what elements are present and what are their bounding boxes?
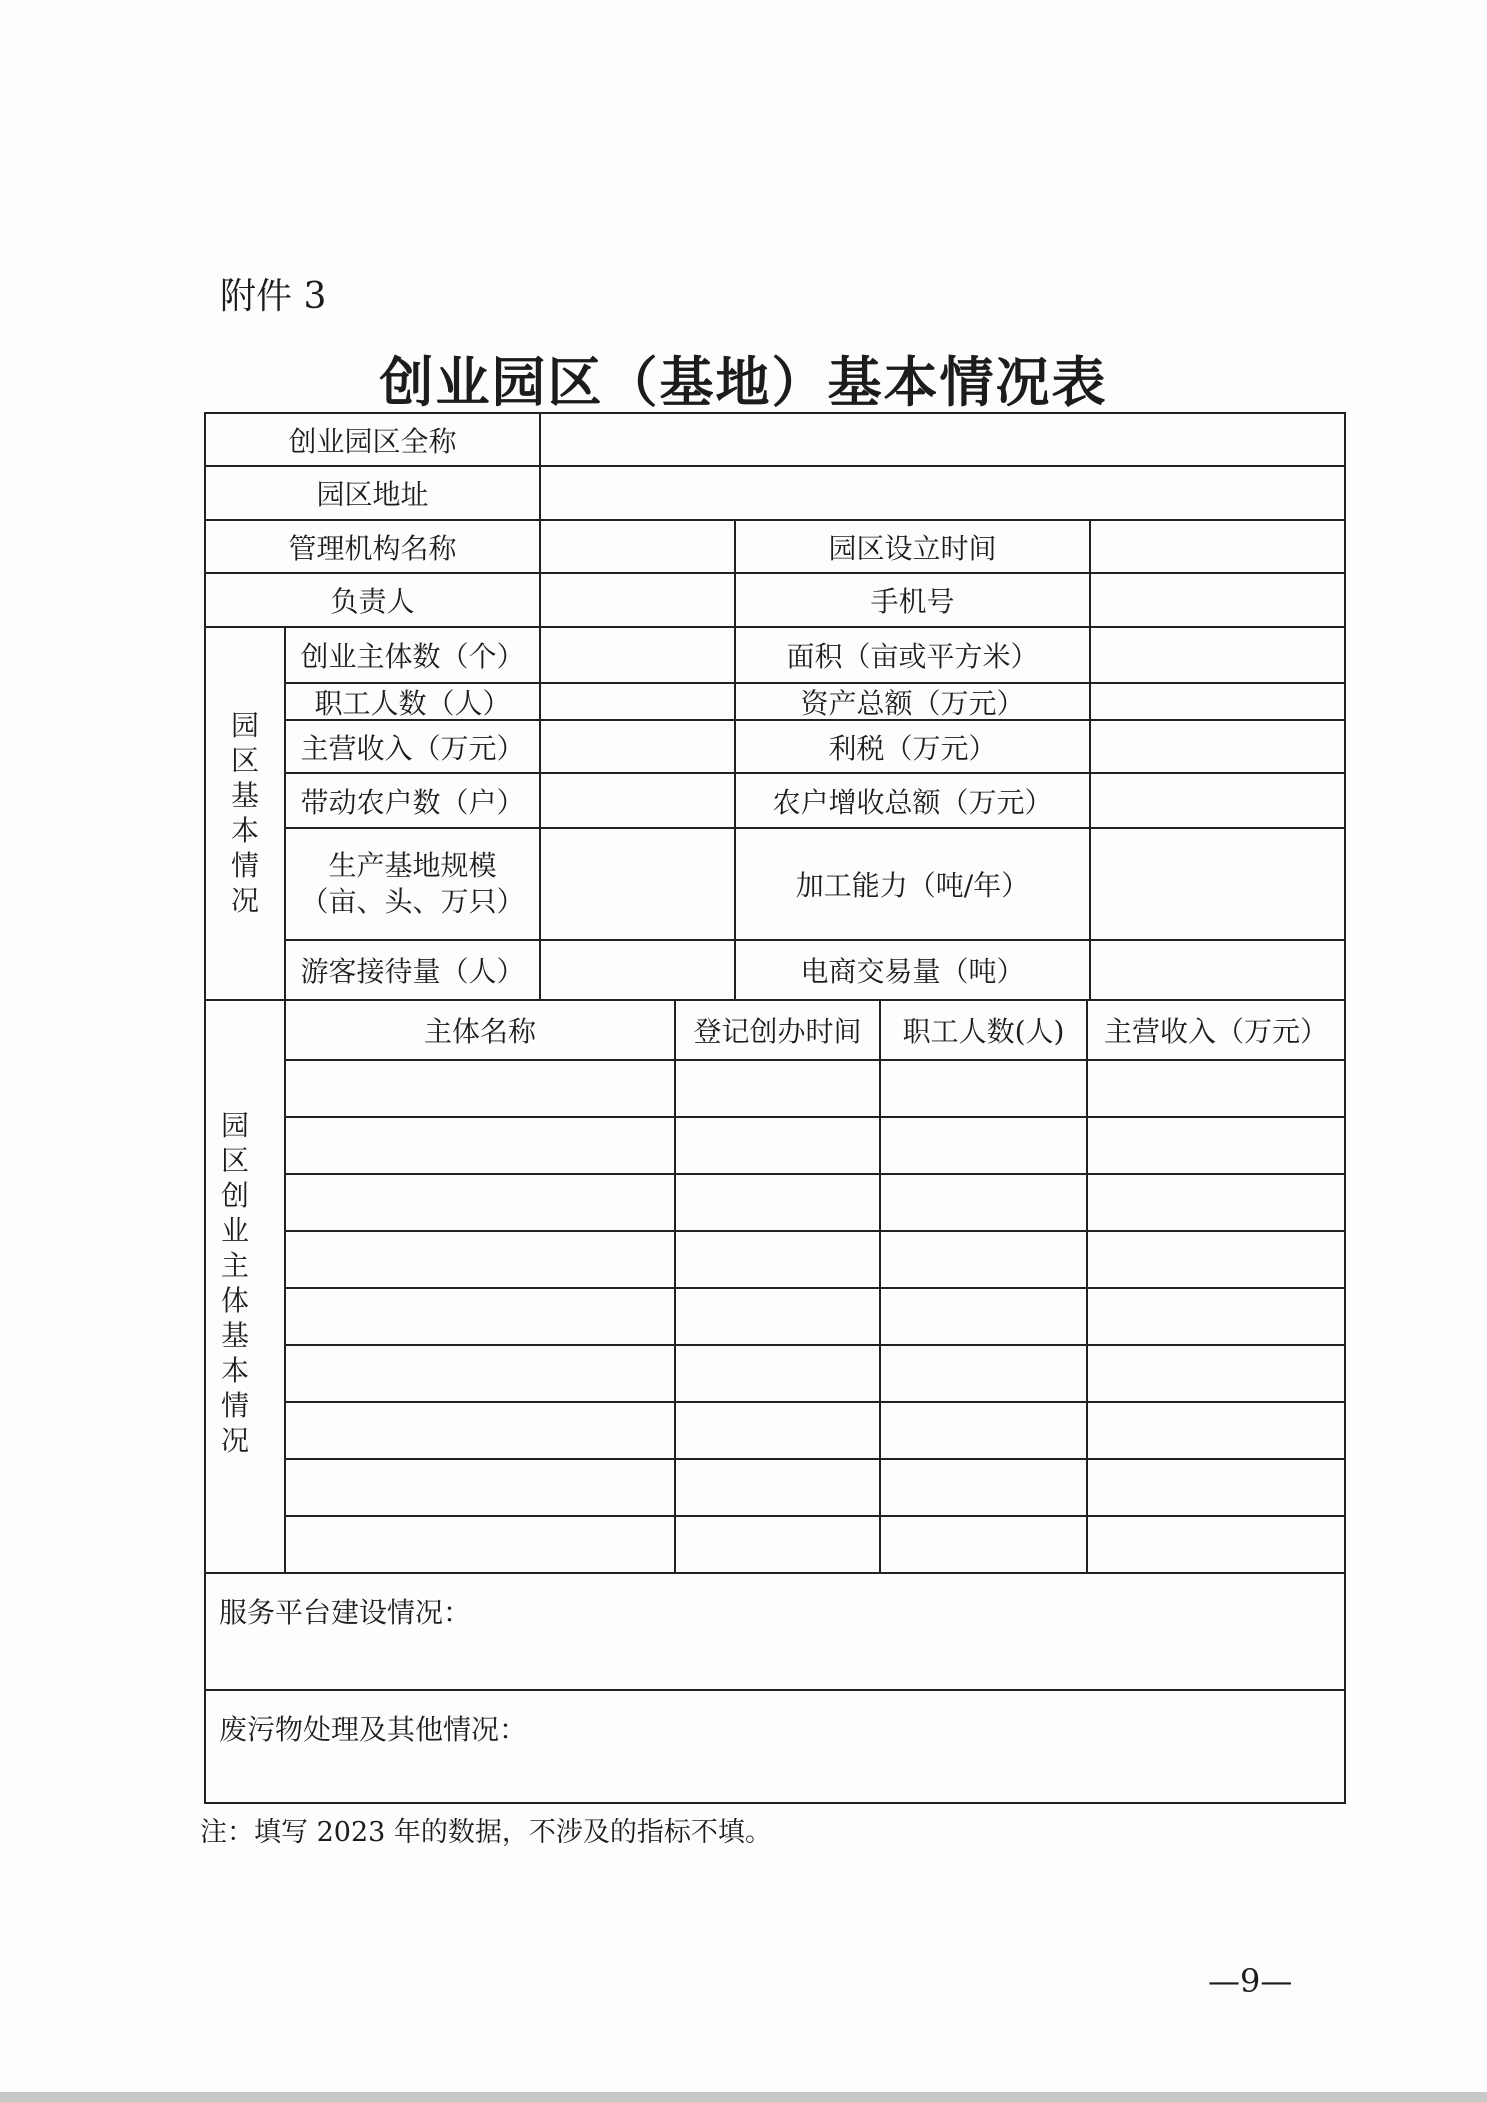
- entities-count-label: 创业主体数（个）: [300, 640, 525, 673]
- phone-label: 手机号: [870, 585, 955, 618]
- page-number: —9—: [1208, 1962, 1293, 2000]
- header-revenue: 主营收入（万元）: [1103, 1015, 1328, 1048]
- annex-label: 附件 3: [220, 276, 327, 317]
- entities-section-label: 园区创业主体基本情况: [220, 1109, 249, 1457]
- staff-count-label: 职工人数（人）: [314, 686, 511, 720]
- address-field[interactable]: [540, 466, 1345, 520]
- service-platform-label: 服务平台建设情况：: [219, 1596, 472, 1629]
- full-name-field[interactable]: [540, 413, 1345, 466]
- waste-label: 废污物处理及其他情况：: [219, 1713, 528, 1746]
- revenue-label: 主营收入（万元）: [300, 731, 525, 765]
- farmers-label: 带动农户数（户）: [300, 785, 525, 819]
- scan-edge: [0, 2092, 1487, 2102]
- farmer-income-label: 农户增收总额（万元）: [772, 785, 1053, 819]
- org-name-label: 管理机构名称: [288, 531, 457, 565]
- form-title: 创业园区（基地）基本情况表: [379, 350, 1108, 414]
- org-name-field[interactable]: [540, 520, 735, 573]
- full-name-label: 创业园区全称: [288, 424, 457, 458]
- base-scale-label: 生产基地规模（亩、头、万只）: [300, 849, 525, 918]
- ecommerce-label: 电商交易量（吨）: [800, 955, 1025, 988]
- footnote: 注：填写 2023 年的数据，不涉及的指标不填。: [200, 1817, 772, 1848]
- person-label: 负责人: [330, 585, 415, 618]
- area-label: 面积（亩或平方米）: [786, 640, 1039, 673]
- basic-section-label: 园区基本情况: [230, 709, 259, 917]
- person-field[interactable]: [540, 573, 735, 627]
- capacity-label: 加工能力（吨/年）: [795, 869, 1030, 902]
- header-entity-name: 主体名称: [423, 1015, 536, 1048]
- address-label: 园区地址: [316, 478, 429, 511]
- setup-time-label: 园区设立时间: [828, 531, 997, 565]
- phone-field[interactable]: [1090, 573, 1345, 627]
- tax-label: 利税（万元）: [828, 731, 997, 765]
- header-staff-count: 职工人数(人): [902, 1015, 1065, 1048]
- header-register-time: 登记创办时间: [693, 1015, 862, 1048]
- setup-time-field[interactable]: [1090, 520, 1345, 573]
- visitors-label: 游客接待量（人）: [300, 955, 525, 988]
- assets-label: 资产总额（万元）: [800, 686, 1025, 720]
